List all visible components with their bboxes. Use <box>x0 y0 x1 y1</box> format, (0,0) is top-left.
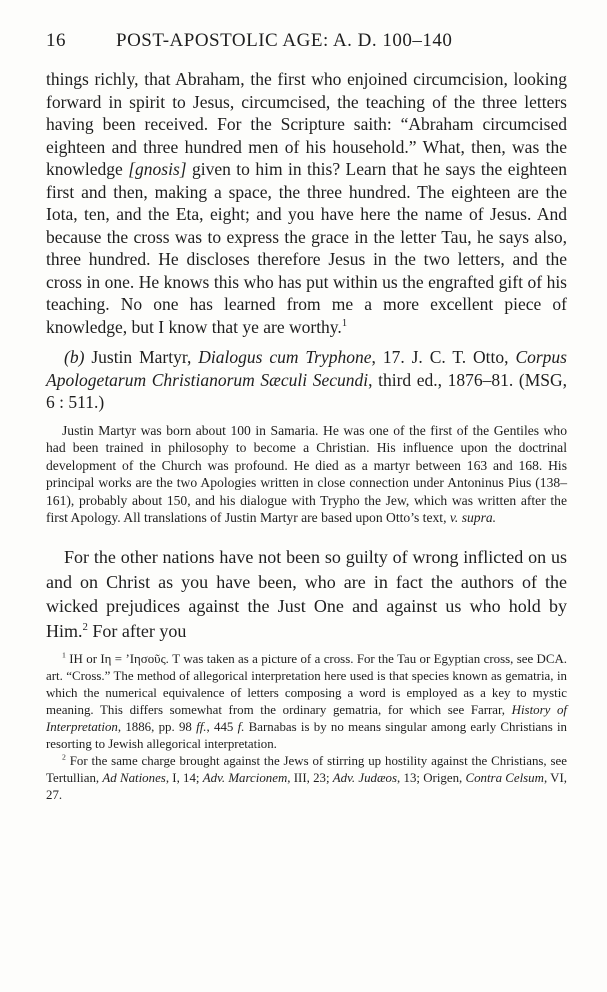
footnote-ref-1: 1 <box>341 317 348 329</box>
footnote-2: $^2$ For the same charge brought against the Jews of stirring up hostility against the Christians, see Tertullian, Ad Nationes, I, 14; Adv. Marcionem, III, 23; Adv. Judæos, 13; Origen, Contra Celsum, VI, 27. <box>46 752 567 803</box>
footnote-ref-2: 2 <box>82 620 88 633</box>
page-header <box>46 30 567 52</box>
running-head: POST-APOSTOLIC AGE: A. D. 100–140 <box>116 30 453 51</box>
section-heading: (b) Justin Martyr, Dialogus cum Tryphone, 17. J. C. T. Otto, Corpus Apologetarum Christianorum Sæculi Secundi, third ed., 1876–81. (MSG, 6 : 511.) <box>46 347 567 412</box>
section-introduction: Justin Martyr was born about 100 in Samaria. He was one of the first of the Gentiles who had been trained in philosophy to become a Christian. His influence upon the doctrinal development of the Church was profound. He died as a martyr between 163 and 168. His principal works are the two Apologies written in close connection under Antoninus Pius (138–161), probably about 150, and his dialogue with Trypho the Jew, which was written after the first Apology. All translations of Justin Martyr are based upon Otto’s text, v. supra. <box>46 422 567 526</box>
footnote-1: $^1$ IH or Iη = ’Iησοῦς. T was taken as a picture of a cross. For the Tau or Egyptian cross, see DCA. art. “Cross.” The method of allegorical interpretation here used is that species known as gematria, in which the numerical equivalence of letters composing a word is employed as a key to mystic meaning. This differs somewhat from the ordinary gematria, for which see Farrar, History of Interpretation, 1886, pp. 98 ff., 445 f. Barnabas is by no means singular among early Christians in resorting to Jewish allegorical interpretation. <box>46 650 567 752</box>
footnotes <box>46 651 567 804</box>
body-paragraph-1: things richly, that Abraham, the first who enjoined circumcision, looking forward in spirit to Jesus, circumcised, the teaching of the three letters having been received. For the Scripture saith: “Abraham circumcised eighteen and three hundred men of his household.” What, then, was the knowledge [gnosis] given to him in this? Learn that he says the eighteen first and then, making a space, the three hundred. The eighteen are the Iota, ten, and the Eta, eight; and you have here the name of Jesus. And because the cross was to express the grace in the letter Tau, he says also, three hundred. He discloses therefore Jesus in the two letters, and the cross in one. He knows this who has put within us the engrafted gift of his teaching. No one has learned from me a more excellent piece of knowledge, but I know that ye are worthy.$^1$ <box>46 69 567 337</box>
body-paragraph-2: For the other nations have not been so guilty of wrong inflicted on us and on Christ as you have been, who are in fact the authors of the wicked prejudices against the Just One and against us who hold by Him.$^2$ For after you <box>46 547 567 641</box>
page-number: 16 <box>46 30 66 51</box>
